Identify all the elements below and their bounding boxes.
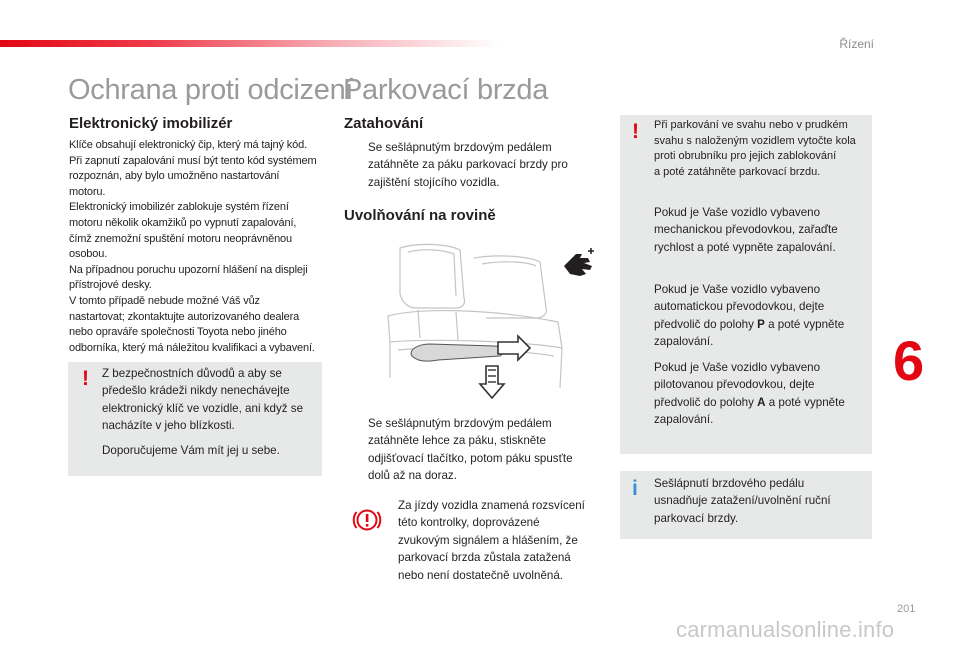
brake-warning-lamp-icon — [352, 505, 382, 535]
section-title: Řízení — [839, 37, 874, 51]
immobiliser-paragraph: Klíče obsahují elektronický čip, který má tajný kód. Při zapnutí zapalování musí být tento kód systémem rozpoznán, aby bylo umožněno nastartování motoru. Elektronický imobilizér zablokuje systém řízení motoru několik okamžiků po vypnutí zapalování, čímž znemožní spuštění motoru neoprávněnou osobou. Na případnou poruchu upozorní hlášení na displeji přístrojové desky. V tomto případě nebude možné Váš vůz nastartovat; zkontaktujte autorizovaného dealera nebo opraváře společnosti Toyota nebo jiného odborníka, který má náležitou kvalifikaci a vybavení. — [69, 139, 317, 354]
warning-icon: ! — [632, 120, 639, 143]
subtitle-applying: Zatahování — [344, 115, 424, 132]
parking-brake-illustration — [378, 238, 574, 404]
chapter-number: 6 — [893, 329, 925, 392]
header-accent-bar — [0, 40, 500, 47]
releasing-instruction: Se sešlápnutým brzdovým pedálem zatáhněte lehce za páku, stiskněte odjišťovací tlačítko, potom páku spusťte dolů až na doraz. — [368, 417, 573, 483]
subtitle-immobiliser: Elektronický imobilizér — [69, 115, 233, 132]
info-box — [620, 471, 872, 539]
hand-pull-icon — [562, 248, 596, 278]
theft-warning-text-2: Doporučujeme Vám mít jej u sebe. — [102, 444, 280, 457]
theft-warning-box — [68, 362, 322, 476]
brake-lamp-explanation: Za jízdy vozidla znamená rozsvícení této kontrolky, doprovázené zvukovým signálem a hlášením, že parkovací brzda zůstala zatažená nebo není dostatečně uvolněná. — [398, 499, 585, 582]
warning-icon: ! — [82, 367, 89, 390]
watermark: carmanualsonline.info — [676, 617, 895, 642]
page-number: 201 — [897, 603, 916, 615]
parking-warning-box — [620, 115, 872, 454]
automatic-gearbox-text: Pokud je Vaše vozidlo vybaveno automatickou převodovkou, dejte předvolič do polohy P a poté vypněte zapalování. — [654, 283, 845, 349]
page-title-theft-protection: Ochrana proti odcizení — [68, 74, 354, 106]
applying-instruction: Se sešlápnutým brzdovým pedálem zatáhněte za páku parkovací brzdy pro zajištění stojícího vozidla. — [368, 141, 568, 189]
page-title-parking-brake: Parkovací brzda — [343, 74, 549, 106]
brake-pedal-info-text: Sešlápnutí brzdového pedálu usnadňuje zatažení/uvolnění ruční parkovací brzdy. — [654, 477, 831, 525]
theft-warning-text: Z bezpečnostních důvodů a aby se předešlo krádeži nikdy nenechávejte elektronický klíč ve vozidle, ani když se nacházíte v jeho blízkosti. — [102, 367, 304, 433]
robotised-gearbox-text: Pokud je Vaše vozidlo vybaveno pilotovanou převodovkou, dejte předvolič do polohy A a poté vypněte zapalování. — [654, 361, 845, 427]
manual-gearbox-text: Pokud je Vaše vozidlo vybaveno mechanickou převodovkou, zařaďte rychlost a poté vypněte zapalování. — [654, 206, 838, 254]
subtitle-releasing-on-flat: Uvolňování na rovině — [344, 207, 496, 224]
info-icon: i — [632, 477, 638, 500]
slope-parking-text: Při parkování ve svahu nebo v prudkém svahu s naloženým vozidlem vytočte kola proti obrubníku pro jejich zablokování a poté zatáhněte parkovací brzdu. — [654, 119, 856, 178]
